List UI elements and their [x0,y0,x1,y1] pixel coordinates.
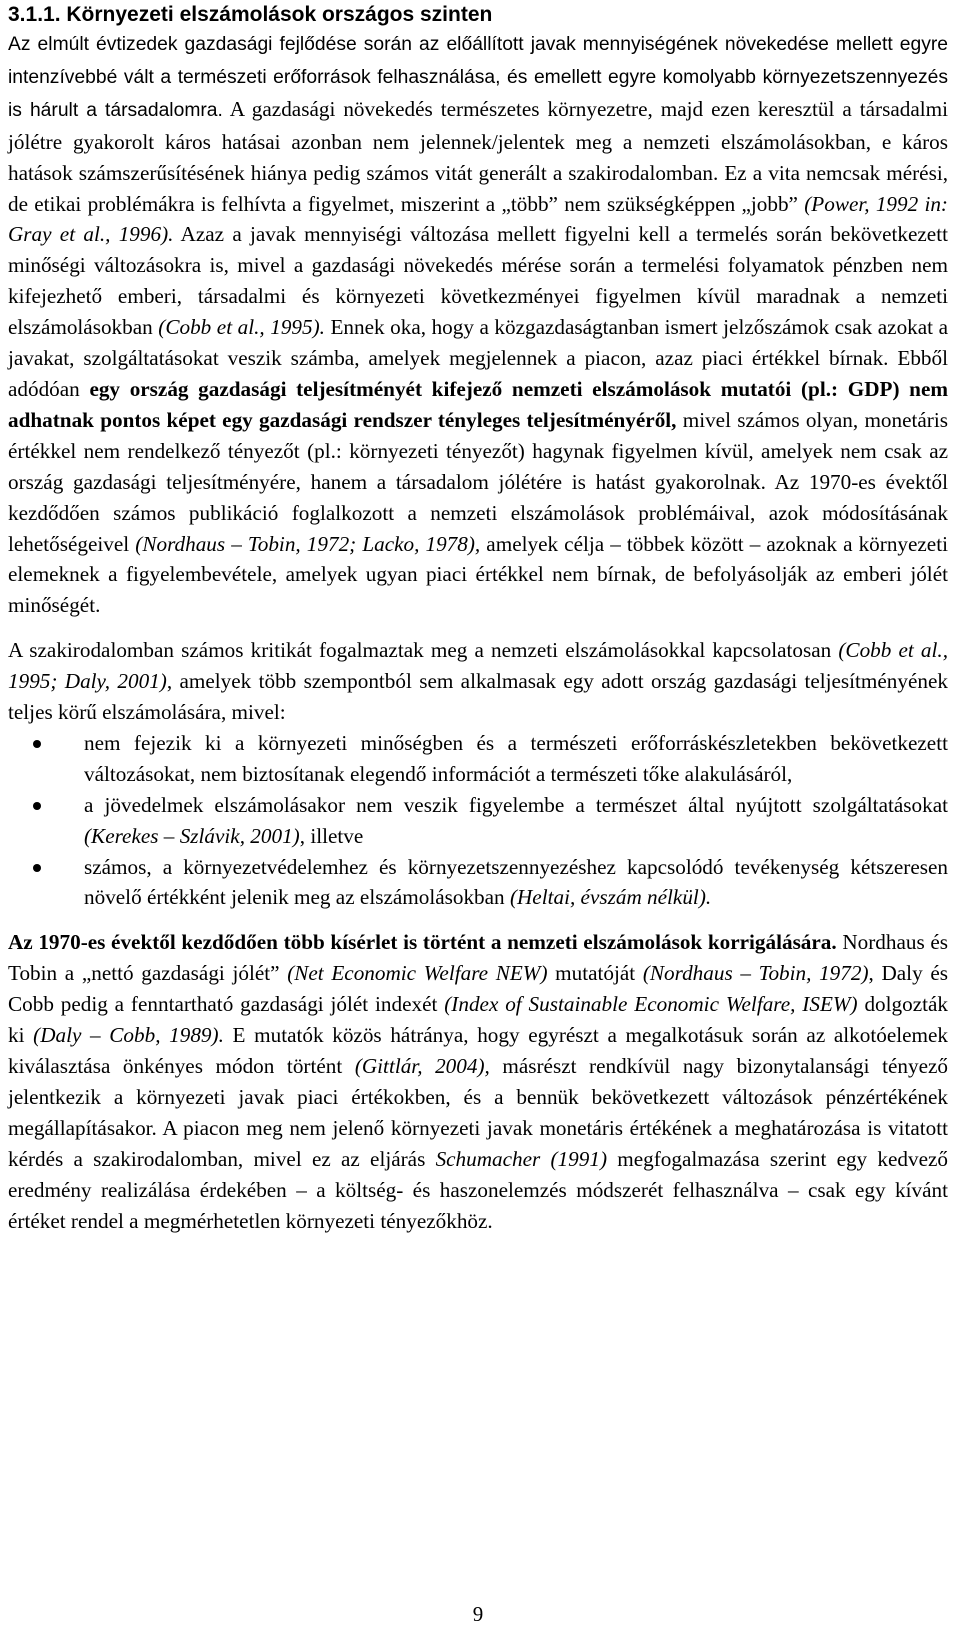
paragraph-1: Az elmúlt évtizedek gazdasági fejlődése során az előállított javak mennyiségének növekedése mellett egyre intenzívebbé vált a természeti erőforrások felhasználása, és emellett egyre komolyabb környezetszennyezés is hárult a társadalomra. A gazdasági növekedés természetes környezetre, majd ezen keresztül a társadalmi jólétre gyakorolt káros hatásai azonban nem jelennek/jelentek meg a nemzeti elszámolásokban, e káros hatások számszerűsítésének hiánya pedig számos vitát generált a szakirodalomban. Ez a vita nemcsak mérési, de etikai problémákra is felhívta a figyelmet, miszerint a „több” nem szükségképpen „jobb” (Power, 1992 in: Gray et al., 1996). Azaz a javak mennyiségi változása mellett figyelni kell a termelés során bekövetkezett minőségi változásokra is, mivel a gazdasági növekedés mérése során a termelési folyamatok pénzben nem kifejezhető emberi, társadalmi és környezeti következményei figyelmen kívül maradnak a nemzeti elszámolásokban (Cobb et al., 1995). Ennek oka, hogy a közgazdaságtanban ismert jelzőszámok csak azokat a javakat, szolgáltatásokat veszik számba, amelyek megjelennek a piacon, azaz piaci értékkel bírnak. Ebből adódóan egy ország gazdasági teljesítményét kifejező nemzeti elszámolások mutatói (pl.: GDP) nem adhatnak pontos képet egy gazdasági rendszer tényleges teljesítményéről, mivel számos olyan, monetáris értékkel nem rendelkező tényezőt (pl.: környezeti tényezőt) hagynak figyelmen kívül, amelyek nem csak az ország gazdasági teljesítményére, hanem a társadalom jólétére is hatást gyakorolnak. Az 1970-es évektől kezdődően számos publikáció foglalkozott a nemzeti elszámolások problémáival, azok módosításának lehetőségeivel (Nordhaus – Tobin, 1972; Lacko, 1978), amelyek célja – többek között – azoknak a környezeti elemeknek a figyelembevétele, amelyek ugyan piaci értékkel nem bírnak, de befolyásolják az emberi jólét minőségét. [8,34,949,618]
list-item: számos, a környezetvédelemhez és környezetszennyezéshez kapcsolódó tevékenység kétszeresen növelő értékként jelenik meg az elszámolásokban (Heltai, évszám nélkül). [8,852,948,914]
bullet-list [8,728,948,913]
section-heading: 3.1.1. Környezeti elszámolások országos szinten [8,3,493,26]
bold-emphasis: Az 1970-es évektől kezdődően több kísérlet is történt a nemzeti elszámolások korrigálására. [8,930,837,955]
citation: (Cobb et al., 1995). [158,315,325,340]
paragraph-2: A szakirodalomban számos kritikát fogalmaztak meg a nemzeti elszámolásokkal kapcsolatosan (Cobb et al., 1995; Daly, 2001), amelyek több szempontból sem alkalmasak egy adott ország gazdasági teljesítményének teljes körű elszámolására, mivel: [8,638,948,725]
citation: (Nordhaus – Tobin, 1972) [642,961,869,986]
paragraph-3: Az 1970-es évektől kezdődően több kísérlet is történt a nemzeti elszámolások korrigálására. Nordhaus és Tobin a „nettó gazdasági jólét” (Net Economic Welfare NEW) mutatóját (Nordhaus – Tobin, 1972), Daly és Cobb pedig a fenntartható gazdasági jólét indexét (Index of Sustainable Economic Welfare, ISEW) dolgozták ki (Daly – Cobb, 1989). E mutatók közös hátránya, hogy egyrészt a megalkotásuk során az alkotóelemek kiválasztása önkényes módon történt (Gittlár, 2004), másrészt rendkívül nagy bizonytalansági tényező jelentkezik a környezeti javak piaci értékokben, és a bennük bekövetkezett változások pénzértékének megállapításakor. A piacon meg nem jelenő környezeti javak monetáris értékének a meghatározása is vitatott kérdés a szakirodalomban, mivel ez az eljárás Schumacher (1991) megfogalmazása szerint egy kedvező eredmény realizálása érdekében – a költség- és haszonelemzés módszerét felhasználva – csak egy kívánt értéket rendel a megmérhetetlen környezeti tényezőkhöz. [8,930,949,1233]
citation: (Net Economic Welfare NEW) [287,961,548,986]
citation: (Kerekes – Szlávik, 2001) [84,823,300,848]
bullet-icon [33,740,41,748]
bold-emphasis: egy ország gazdasági teljesítményét kifejező nemzeti elszámolások mutatói (pl.: GDP) nem adhatnak pontos képet egy gazdasági rendszer tényleges teljesítményéről, [8,376,948,432]
citation: (Gittlár, 2004), [354,1054,490,1078]
citation: (Nordhaus – Tobin, 1972; Lacko, 1978), [135,531,481,556]
document-page [8,2,948,1641]
bullet-icon [33,864,41,872]
citation: (Daly – Cobb, 1989). [33,1023,224,1048]
list-item: nem fejezik ki a környezeti minőségben és a természeti erőforráskészletekben bekövetkezett változásokat, nem biztosítanak elegendő információt a természeti tőke alakulásáról, [8,728,948,790]
citation: (Index of Sustainable Economic Welfare, ISEW) [444,992,858,1017]
list-item: a jövedelmek elszámolásakor nem veszik figyelembe a természet által nyújtott szolgáltatásokat (Kerekes – Szlávik, 2001), illetve [8,790,948,852]
bullet-icon [33,802,41,810]
citation: (Power, 1992 in: Gray et al., 1996). [8,191,948,247]
citation: (Heltai, évszám nélkül). [509,885,712,910]
citation: Schumacher (1991) [435,1146,608,1171]
citation: (Cobb et al., 1995; Daly, 2001) [8,638,948,694]
page-number: 9 [472,1602,484,1626]
paragraph-1-intro: Az elmúlt évtizedek gazdasági fejlődése során az előállított javak mennyiségének növekedése mellett egyre intenzívebbé vált a természeti erőforrások felhasználása, és emellett egyre komolyabb környezetszennyezés is hárult a társadalomra. [8,34,948,121]
